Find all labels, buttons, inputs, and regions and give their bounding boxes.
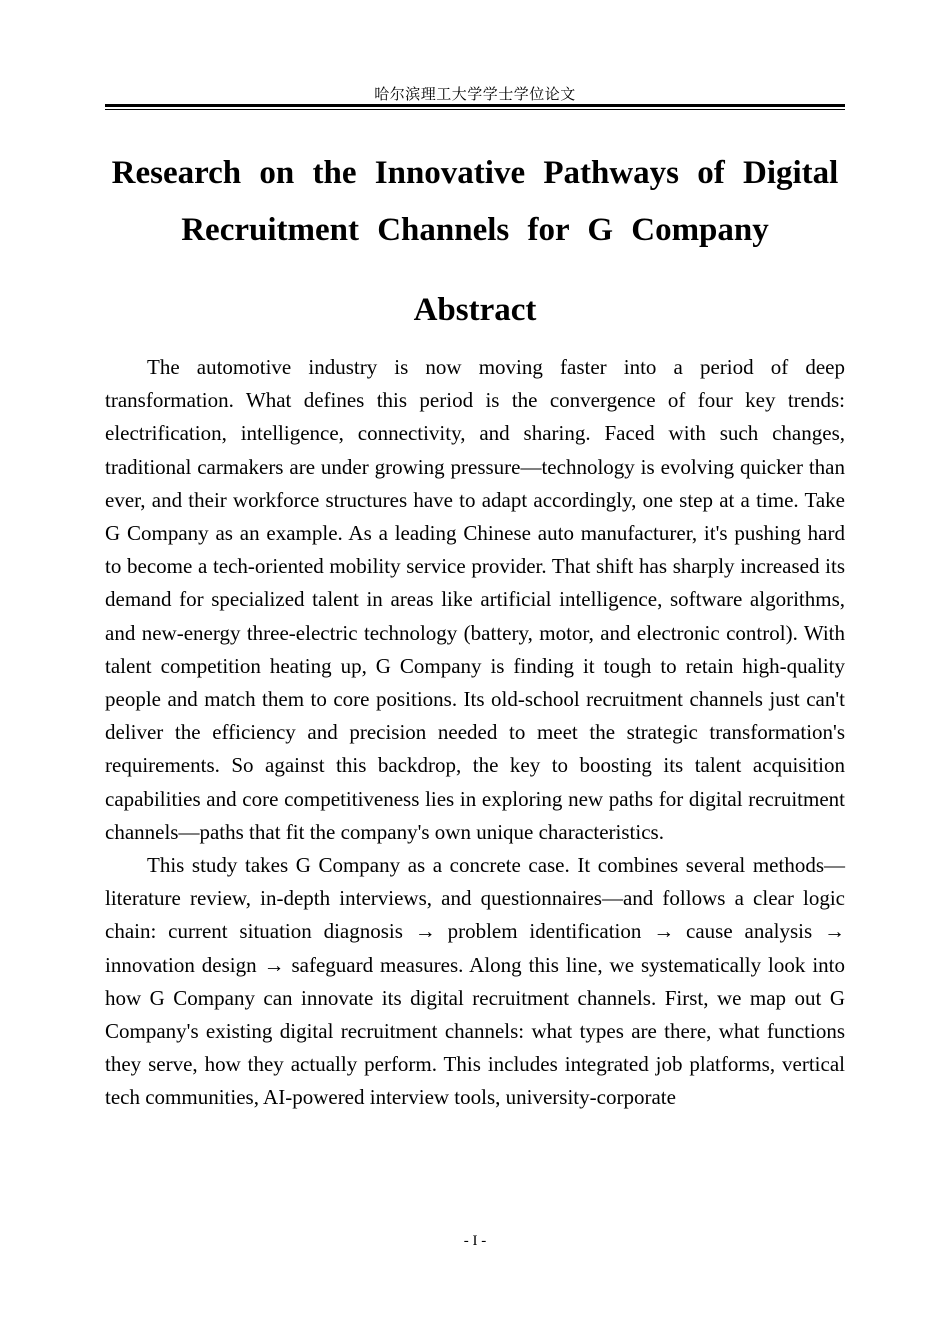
abstract-heading: Abstract <box>413 292 537 328</box>
abstract-paragraph-1: The automotive industry is now moving faster into a period of deep transformation. What defines this period is the convergence of four key trends: electrification, intelligence, connectivity, and sharing. Faced with such changes, traditional carmakers are under growing pressure—technology is evolving quicker than ever, and their workforce structures have to adapt accordingly, one step at a time. Take G Company as an example. As a leading Chinese auto manufacturer, it's pushing hard to become a tech-oriented mobility service provider. That shift has sharply increased its demand for specialized talent in areas like artificial intelligence, software algorithms, and new-energy three-electric technology (battery, motor, and electronic control). With talent competition heating up, G Company is finding it tough to retain high-quality people and match them to core positions. Its old-school recruitment channels just can't deliver the efficiency and precision needed to meet the strategic transformation's requirements. So against this backdrop, the key to boosting its talent acquisition capabilities and core competitiveness lies in exploring new paths for digital recruitment channels—paths that fit the company's own unique characteristics. <box>105 355 845 844</box>
abstract-paragraph-2: This study takes G Company as a concrete case. It combines several methods—literature review, in-depth interviews, and questionnaires—and follows a clear logic chain: current situation diagnosis → problem identification → cause analysis → innovation design → safeguard measures. Along this line, we systematically look into how G Company can innovate its digital recruitment channels. First, we map out G Company's existing digital recruitment channels: what types are there, what functions they serve, how they actually perform. This includes integrated job platforms, vertical tech communities, AI-powered interview tools, university-corporate <box>105 853 845 1110</box>
thesis-title: Research on the Innovative Pathways of Digital Recruitment Channels for G Company <box>111 155 839 248</box>
abstract-body <box>105 351 845 1115</box>
header-double-rule <box>105 104 845 110</box>
running-header: 哈尔滨理工大学学士学位论文 <box>374 85 576 103</box>
page-number: - I - <box>463 1233 487 1249</box>
